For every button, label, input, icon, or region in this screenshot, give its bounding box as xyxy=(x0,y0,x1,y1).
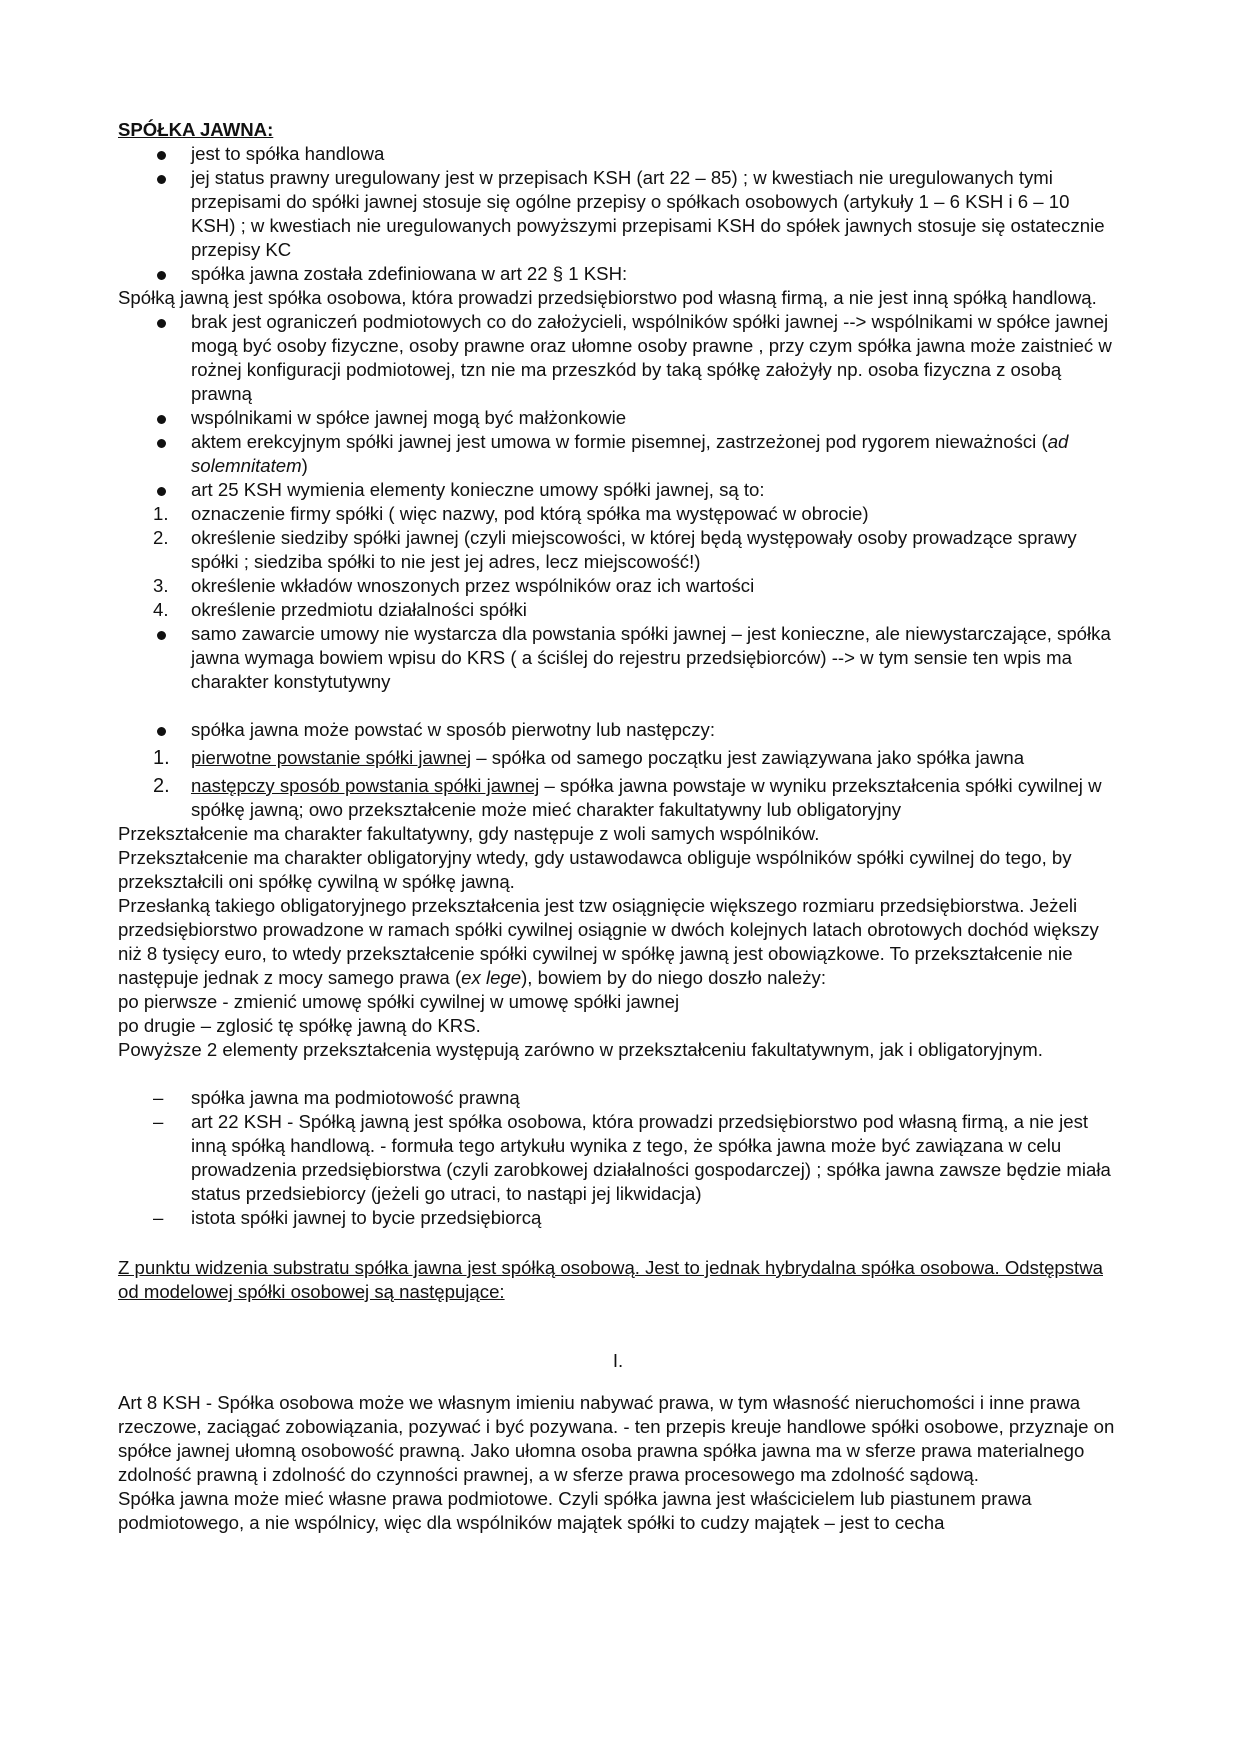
document-title: SPÓŁKA JAWNA: xyxy=(118,119,274,140)
dash-item-text: art 22 KSH - Spółką jawną jest spółka osobowa, która prowadzi przedsiębiorstwo pod własną firmą, a nie jest inną spółką handlową. - formuła tego artykułu wynika z tego, że spółka jawna może być zawiązana w celu prowadzenia przedsiębiorstwa (czyli zarobkowej działalności gospodarczej) ; spółka jawna zawsze będzie miała status przedsiebiorcy (jeżeli go utraci, to nastąpi jej likwidacja) xyxy=(191,1111,1111,1204)
paragraph: Przekształcenie ma charakter fakultatywny, gdy następuje z woli samych wspólników. xyxy=(118,823,820,844)
list-item-text: wspólnikami w spółce jawnej mogą być małżonkowie xyxy=(191,407,627,428)
paragraph: Spółka jawna może mieć własne prawa podmiotowe. Czyli spółka jawna jest właścicielem lub piastunem prawa podmiotowego, a nie wspólnicy, więc dla wspólników majątek spółki to cudzy majątek – jest to cecha xyxy=(118,1488,1032,1534)
list-item xyxy=(118,622,1118,694)
list-item xyxy=(118,166,1118,262)
bullet-icon xyxy=(157,271,166,280)
list-item-text: spółka jawna może powstać w sposób pierwotny lub następczy: xyxy=(191,719,715,740)
numbered-item xyxy=(118,598,1118,622)
roman-numeral: I. xyxy=(612,1349,624,1371)
item-number: 2. xyxy=(153,775,170,797)
numbered-item xyxy=(118,746,1118,770)
bullet-icon xyxy=(157,175,166,184)
bullet-icon xyxy=(157,727,166,736)
bullet-icon xyxy=(157,487,166,496)
bullet-icon xyxy=(157,319,166,328)
list-item-text: jej status prawny uregulowany jest w przepisach KSH (art 22 – 85) ; w kwestiach nie uregulowanych tymi przepisami do spółki jawnej stosuje się ogólne przepisy o spółkach osobowych (artykuły 1 – 6 KSH i 6 – 10 KSH) ; w kwestiach nie uregulowanych powyższymi przepisami KSH do spółek jawnych stosuje się ostatecznie przepisy KC xyxy=(191,167,1105,260)
dash-marker: – xyxy=(153,1207,164,1228)
item-number: 1. xyxy=(153,503,169,524)
list-item xyxy=(118,478,1118,502)
dash-item-text: istota spółki jawnej to bycie przedsiębiorcą xyxy=(191,1207,542,1228)
numbered-item-text: pierwotne powstanie spółki jawnej – spółka od samego początku jest zawiązywana jako spółka jawna xyxy=(191,747,1025,768)
dash-item xyxy=(118,1110,1118,1206)
numbered-item xyxy=(118,574,1118,598)
list-item-text: spółka jawna została zdefiniowana w art 22 § 1 KSH: xyxy=(191,263,628,284)
dash-marker: – xyxy=(153,1087,164,1108)
dash-item-text: spółka jawna ma podmiotowość prawną xyxy=(191,1087,520,1108)
numbered-item xyxy=(118,526,1118,574)
paragraph: Przekształcenie ma charakter obligatoryjny wtedy, gdy ustawodawca obliguje wspólników spółki cywilnej do tego, by przekształcili oni spółkę cywilną w spółkę jawną. xyxy=(118,847,1072,892)
document-page xyxy=(118,118,1118,1535)
list-item xyxy=(118,142,1118,166)
paragraph: Przesłanką takiego obligatoryjnego przekształcenia jest tzw osiągnięcie większego rozmiaru przedsiębiorstwa. Jeżeli przedsiębiorstwo prowadzone w ramach spółki cywilnej osiągnie w dwóch kolejnych latach obrotowych dochód większy niż 8 tysięcy euro, to wtedy przekształcenie spółki cywilnej w spółkę jawną jest obowiązkowe. To przekształcenie nie następuje jednak z mocy samego prawa (ex lege), bowiem by do niego doszło należy: xyxy=(118,895,1099,988)
numbered-item xyxy=(118,774,1118,822)
paragraph: Art 8 KSH - Spółka osobowa może we własnym imieniu nabywać prawa, w tym własność nieruchomości i inne prawa rzeczowe, zaciągać zobowiązania, pozywać i być pozywana. - ten przepis kreuje handlowe spółki osobowe, przyznaje on spółce jawnej ułomną osobowość prawną. Jako ułomna osoba prawna spółka jawna ma w sferze prawa materialnego zdolność prawną i zdolność do czynności prawnej, a w sferze prawa procesowego ma zdolność sądową. xyxy=(118,1392,1115,1486)
list-item xyxy=(118,262,1118,286)
list-item xyxy=(118,310,1118,406)
item-number: 1. xyxy=(153,747,170,769)
list-item-text: jest to spółka handlowa xyxy=(191,143,385,164)
section-heading: Z punktu widzenia substratu spółka jawna jest spółką osobową. Jest to jednak hybrydalna spółka osobowa. Odstępstwa od modelowej spółki osobowej są następujące: xyxy=(118,1257,1103,1302)
bullet-icon xyxy=(157,151,166,160)
dash-item xyxy=(118,1206,1118,1230)
dash-item xyxy=(118,1086,1118,1110)
list-item xyxy=(118,430,1118,478)
bullet-icon xyxy=(157,631,166,640)
paragraph: po pierwsze - zmienić umowę spółki cywilnej w umowę spółki jawnej xyxy=(118,991,680,1012)
item-number: 4. xyxy=(153,599,169,620)
dash-marker: – xyxy=(153,1111,164,1132)
paragraph: po drugie – zglosić tę spółkę jawną do KRS. xyxy=(118,1015,481,1036)
numbered-item-text: oznaczenie firmy spółki ( więc nazwy, pod którą spółka ma występować w obrocie) xyxy=(191,503,869,524)
numbered-item-text: określenie wkładów wnoszonych przez wspólników oraz ich wartości xyxy=(191,575,755,596)
bullet-icon xyxy=(157,439,166,448)
list-item-text: brak jest ograniczeń podmiotowych co do założycieli, wspólników spółki jawnej --> wspólnikami w spółce jawnej mogą być osoby fizyczne, osoby prawne oraz ułomne osoby prawne , przy czym spółka jawna może zaistnieć w rożnej konfiguracji podmiotowej, tzn nie ma przeszkód by taką spółkę założyły np. osoba fizyczna z osobą prawną xyxy=(191,311,1112,404)
numbered-item-text: następczy sposób powstania spółki jawnej – spółka jawna powstaje w wyniku przekształcenia spółki cywilnej w spółkę jawną; owo przekształcenie może mieć charakter fakultatywny lub obligatoryjny xyxy=(191,775,1102,820)
numbered-item-text: określenie przedmiotu działalności spółki xyxy=(191,599,527,620)
list-item-text: samo zawarcie umowy nie wystarcza dla powstania spółki jawnej – jest konieczne, ale niewystarczające, spółka jawna wymaga bowiem wpisu do KRS ( a ściślej do rejestru przedsiębiorców) --> w tym sensie ten wpis ma charakter konstytutywny xyxy=(191,623,1111,692)
numbered-item xyxy=(118,502,1118,526)
list-item-text: art 25 KSH wymienia elementy konieczne umowy spółki jawnej, są to: xyxy=(191,479,765,500)
list-item xyxy=(118,718,1118,742)
list-item xyxy=(118,406,1118,430)
item-number: 3. xyxy=(153,575,169,596)
list-item-text: aktem erekcyjnym spółki jawnej jest umowa w formie pisemnej, zastrzeżonej pod rygorem nieważności (ad solemnitatem) xyxy=(191,431,1069,476)
numbered-item-text: określenie siedziby spółki jawnej (czyli miejscowości, w której będą występowały osoby prowadzące sprawy spółki ; siedziba spółki to nie jest jej adres, lecz miejscowość!) xyxy=(191,527,1077,572)
paragraph: Powyższe 2 elementy przekształcenia występują zarówno w przekształceniu fakultatywnym, jak i obligatoryjnym. xyxy=(118,1039,1043,1060)
definition-paragraph: Spółką jawną jest spółka osobowa, która prowadzi przedsiębiorstwo pod własną firmą, a nie jest inną spółką handlową. xyxy=(118,287,1097,308)
item-number: 2. xyxy=(153,527,169,548)
bullet-icon xyxy=(157,415,166,424)
